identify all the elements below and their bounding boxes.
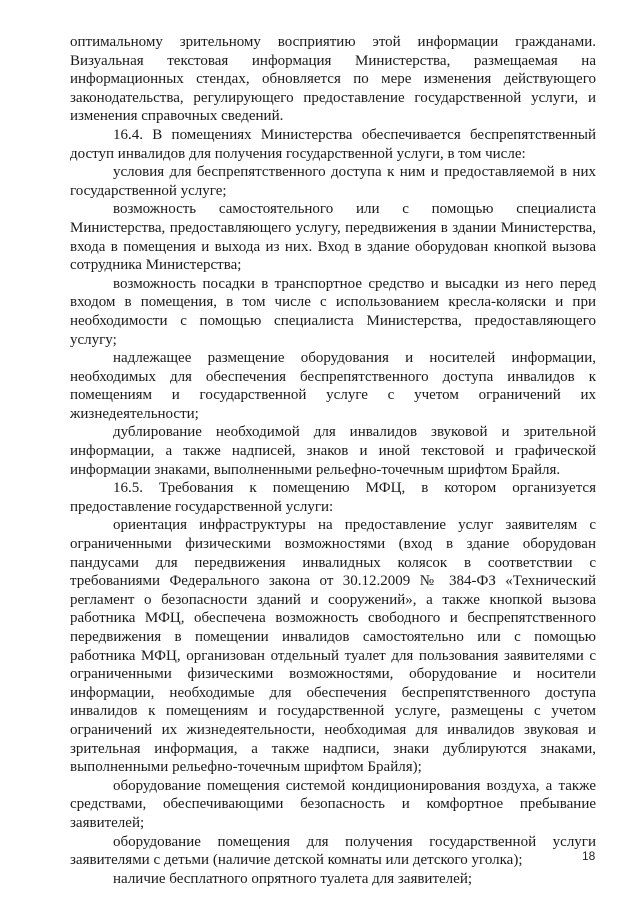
- document-body: [70, 33, 596, 888]
- paragraph-continuation: оптимальному зрительному восприятию этой информации гражданами. Визуальная текстовая информация Министерства, размещаемая на информационных стендах, обновляется по мере изменения действующего законодательства, регулирующего предоставление государственной услуги, и изменения справочных сведений.: [70, 34, 596, 125]
- list-item: наличие бесплатного опрятного туалета для заявителей;: [113, 870, 473, 887]
- list-item: ориентация инфраструктуры на предоставление услуг заявителям с ограниченными физическими возможностями (вход в здание оборудован пандусами для передвижения инвалидных колясок в соответствии с требованиями Федерального закона от 30.12.2009 № 384-ФЗ «Технический регламент о безопасности зданий и сооружений», а также кнопкой вызова работника МФЦ, обеспечена возможность свободного и беспрепятственного передвижения в помещении инвалидов самостоятельно или с помощью работника МФЦ, организован отдельный туалет для пользования заявителями с ограниченными физическими возможностями, оборудование и носители информации, необходимые для обеспечения беспрепятственного доступа инвалидов к помещениям и государственной услуге, размещены с учетом ограничений их жизнедеятельности, необходимая для инвалидов звуковая и зрительная информация, а также надписи, знаки дублируются знаками, выполненными рельефно-точечным шрифтом Брайля);: [70, 517, 596, 776]
- list-item: оборудование помещения для получения государственной услуги заявителями с детьми (наличие детской комнаты или детского уголка);: [70, 833, 596, 869]
- list-item: дублирование необходимой для инвалидов звуковой и зрительной информации, а также надписей, знаков и иной текстовой и графической информации знаками, выполненными рельефно-точечным шрифтом Брайля.: [70, 424, 596, 478]
- page-number: 18: [582, 849, 596, 863]
- section-16-4-heading: 16.4. В помещениях Министерства обеспечивается беспрепятственный доступ инвалидов для получения государственной услуги, в том числе:: [70, 126, 596, 162]
- list-item: оборудование помещения системой кондиционирования воздуха, а также средствами, обеспечивающими безопасность и комфортное пребывание заявителей;: [70, 777, 596, 831]
- section-16-5-heading: 16.5. Требования к помещению МФЦ, в котором организуется предоставление государственной услуги:: [70, 480, 596, 515]
- list-item: возможность посадки в транспортное средство и высадки из него перед входом в помещения, в том числе с использованием кресла-коляски и при необходимости с помощью специалиста Министерства, предоставляющего услугу;: [70, 275, 596, 348]
- list-item: условия для беспрепятственного доступа к ним и предоставляемой в них государственной услуге;: [70, 164, 596, 199]
- list-item: надлежащее размещение оборудования и носителей информации, необходимых для обеспечения беспрепятственного доступа инвалидов к помещениям и государственной услуге с учетом ограничений их жизнедеятельности;: [70, 350, 596, 422]
- list-item: возможность самостоятельного или с помощью специалиста Министерства, предоставляющего услугу, передвижения в здании Министерства, входа в помещения и выхода из них. Вход в здание оборудован кнопкой вызова сотрудника Министерства;: [70, 201, 596, 274]
